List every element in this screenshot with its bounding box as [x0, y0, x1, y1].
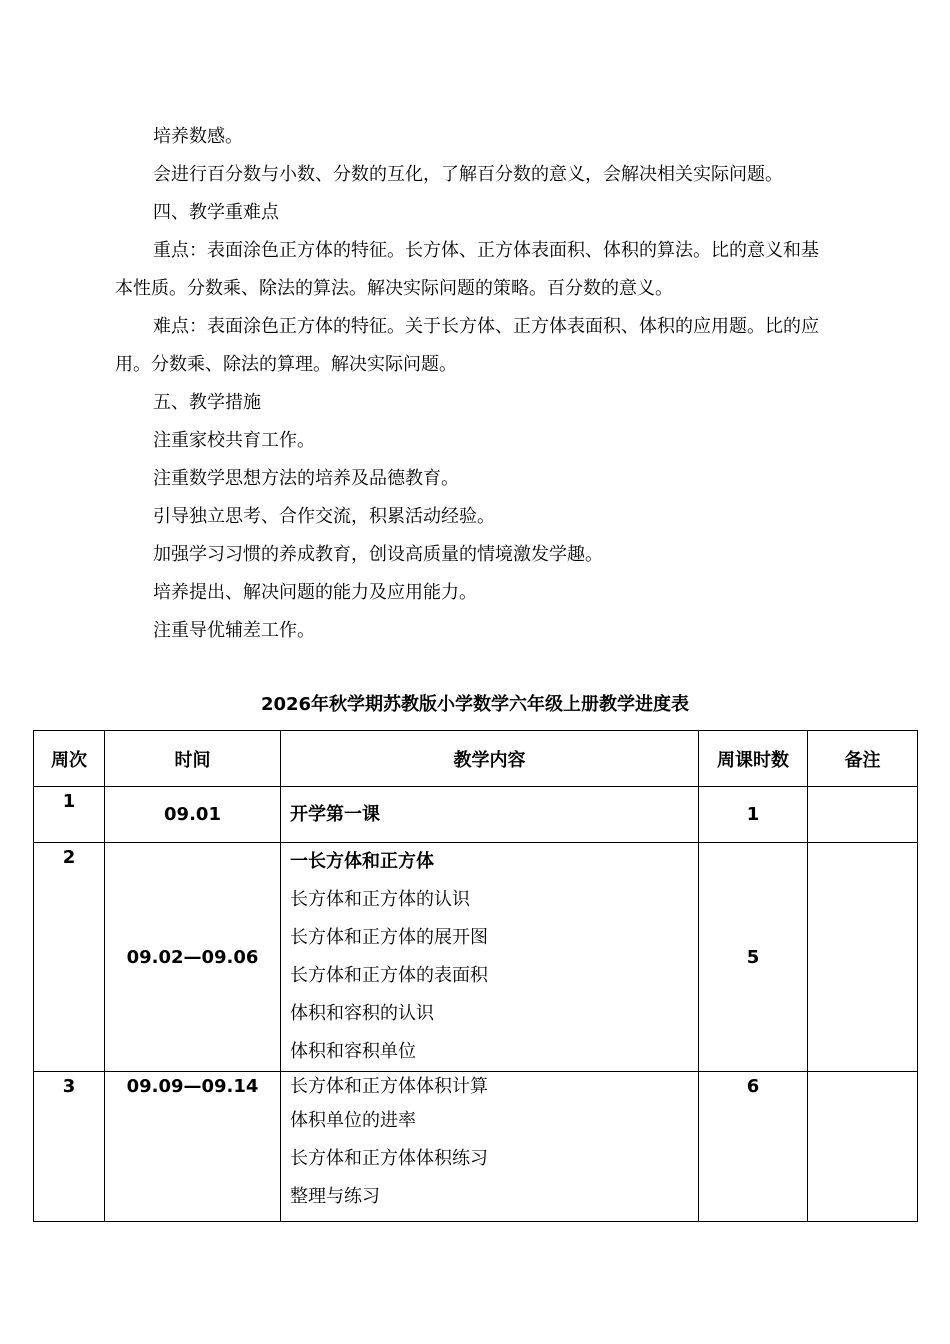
content-heading: 一长方体和正方体 — [290, 851, 434, 872]
paragraph: 培养数感。 — [153, 126, 243, 147]
content-line: 长方体和正方体的表面积 — [290, 965, 488, 986]
content-cell — [281, 843, 699, 1072]
paragraph-difficult-points: 难点：表面涂色正方体的特征。关于长方体、正方体表面积、体积的应用题。比的应用。分数乘、除法的算理。解决实际问题。 — [115, 316, 819, 375]
paragraph-key-points: 重点：表面涂色正方体的特征。长方体、正方体表面积、体积的算法。比的意义和基本性质。分数乘、除法的算法。解决实际问题的策略。百分数的意义。 — [115, 240, 819, 299]
paragraph: 注重导优辅差工作。 — [153, 620, 315, 641]
header-hours: 周课时数 — [699, 731, 808, 787]
schedule-table — [33, 730, 918, 1222]
table-row — [34, 787, 918, 843]
notes-cell — [808, 787, 918, 843]
content-cell — [281, 787, 699, 843]
paragraph: 培养提出、解决问题的能力及应用能力。 — [153, 582, 477, 603]
content-cell — [281, 1072, 699, 1222]
paragraph: 注重家校共育工作。 — [153, 430, 315, 451]
table-title: 2026年秋学期苏教版小学数学六年级上册教学进度表 — [260, 694, 690, 715]
table-row — [34, 843, 918, 1072]
header-notes: 备注 — [808, 731, 918, 787]
table-header-row — [34, 731, 918, 787]
content-line: 整理与练习 — [290, 1186, 380, 1207]
content-line: 体积和容积单位 — [290, 1041, 416, 1062]
content-line: 长方体和正方体的展开图 — [290, 927, 488, 948]
paragraph: 会进行百分数与小数、分数的互化，了解百分数的意义，会解决相关实际问题。 — [153, 164, 783, 185]
section-heading: 五、教学措施 — [153, 392, 261, 413]
content-line: 体积和容积的认识 — [290, 1003, 434, 1024]
content-heading: 开学第一课 — [290, 803, 380, 825]
content-line: 长方体和正方体体积计算 — [290, 1076, 488, 1097]
header-time: 时间 — [105, 731, 281, 787]
notes-cell — [808, 1072, 918, 1222]
content-line: 长方体和正方体的认识 — [290, 889, 470, 910]
hours-cell: 5 — [699, 843, 808, 1072]
paragraph: 引导独立思考、合作交流，积累活动经验。 — [153, 506, 495, 527]
content-line: 长方体和正方体体积练习 — [290, 1148, 488, 1169]
hours-cell: 6 — [699, 1072, 808, 1222]
header-content: 教学内容 — [281, 731, 699, 787]
content-line: 体积单位的进率 — [290, 1110, 416, 1131]
table-row — [34, 1072, 918, 1222]
week-cell: 2 — [34, 843, 105, 1072]
paragraph: 加强学习习惯的养成教育，创设高质量的情境激发学趣。 — [153, 544, 603, 565]
week-cell: 3 — [34, 1072, 105, 1222]
header-week: 周次 — [34, 731, 105, 787]
notes-cell — [808, 843, 918, 1072]
section-heading: 四、教学重难点 — [153, 202, 279, 223]
time-cell: 09.09—09.14 — [105, 1072, 281, 1222]
paragraph: 注重数学思想方法的培养及品德教育。 — [153, 468, 459, 489]
time-cell: 09.02—09.06 — [105, 843, 281, 1072]
hours-cell: 1 — [699, 787, 808, 843]
week-cell: 1 — [34, 787, 105, 843]
time-cell: 09.01 — [105, 787, 281, 843]
